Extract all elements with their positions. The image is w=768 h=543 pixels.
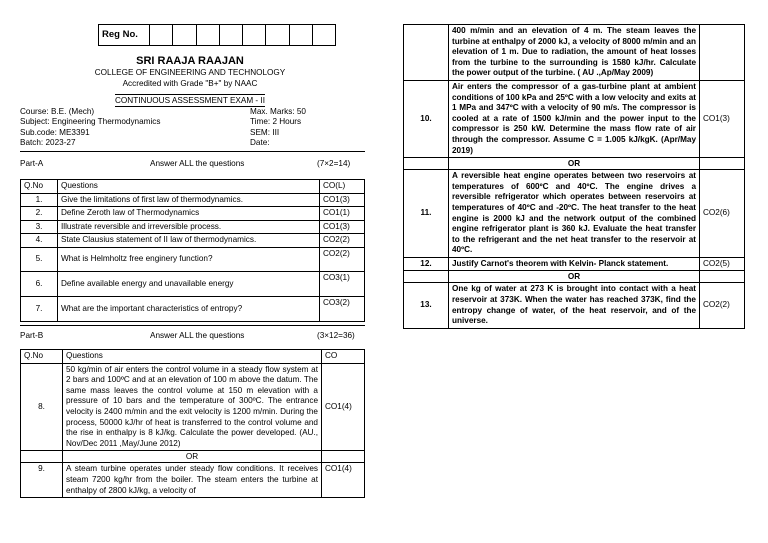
q-number: 12. (404, 257, 449, 271)
reg-no-cell (289, 25, 312, 46)
co-level: CO2(2) (320, 234, 365, 248)
part-a-instruction: Answer ALL the questions (150, 159, 245, 168)
subject: Subject: Engineering Thermodynamics (20, 117, 161, 127)
max-marks: Max. Marks: 50 (250, 107, 306, 116)
table-row (21, 296, 365, 321)
exam-title-text: CONTINUOUS ASSESSMENT EXAM - II (115, 96, 265, 105)
table-row (404, 25, 745, 81)
reg-no-box (98, 24, 336, 46)
accreditation: Accredited with Grade "B+" by NAAC (122, 79, 258, 88)
semester: SEM: III (250, 127, 280, 137)
table-row (21, 271, 365, 296)
part-b-marks: (3×12=36) (317, 331, 355, 340)
co-level: CO2(2) (320, 247, 365, 271)
question-text: A steam turbine operates under steady flow conditions. It receives steam 7200 kg/hr from the boiler. The steam enters the turbine at enthalpy of 2800 kJ/kg, a velocity of (63, 463, 322, 498)
q-number: 7. (21, 296, 58, 321)
table-row (404, 170, 745, 258)
part-a-marks: (7×2=14) (317, 159, 351, 168)
table-row (21, 220, 365, 234)
header-co: CO(L) (320, 180, 365, 194)
or-cell-empty (21, 451, 63, 463)
co-level: CO1(3) (320, 193, 365, 207)
question-text: What is Helmholtz free enginery function? (58, 247, 320, 271)
date: Date: (250, 138, 270, 148)
q-number: 4. (21, 234, 58, 248)
question-text: A reversible heat engine operates between two reservoirs at temperatures of 600ºC and 40ºC. The engine drives a reversible refrigerator which operates between reservoirs at temperatures of 40ºC and -20ºC. The heat transfer to the heat engine is 2000 kJ and the network output of the combined engine refrigerator plant is 360 kJ. Evaluate the heat transfer to the refrigerant and the net heat transfer to the reservoir at 40ºC. (449, 170, 700, 258)
question-text: Illustrate reversible and irreversible process. (58, 220, 320, 234)
q-number: 9. (21, 463, 63, 498)
q-number: 10. (404, 80, 449, 157)
or-row (404, 158, 745, 170)
question-text: 400 m/min and an elevation of 4 m. The steam leaves the turbine at enthalpy of 2000 kJ, a velocity of 8000 m/min and an elevation of 1 m. Due to radiation, the amount of heat losses from the turbine to the surrounding is 1580 kJ/hr. Calculate the power output of the turbine. ( AU .,Ap/May 2009) (449, 25, 700, 81)
part-b-instruction: Answer ALL the questions (150, 331, 245, 340)
question-text: 50 kg/min of air enters the control volume in a steady flow system at 2 bars and 100ºC and at an elevation of 100 m above the datum. The same mass leaves the control volume at 150 m elevation with a pressure of 10 bars and the temperature of 300ºC. The entrance velocity is 2400 m/min and the exit velocity is 1200 m/min. During the process, 50000 kJ/hr of heat is transferred to the control volume and the rise in enthalpy is 8 kJ/kg. Calculate the power developed. (AU., Nov/Dec 2011 ,May/June 2012) (63, 363, 322, 451)
divider (20, 325, 365, 326)
batch: Batch: 2023-27 (20, 138, 76, 148)
co-level: CO3(2) (320, 296, 365, 321)
co-level: CO1(4) (322, 363, 365, 451)
or-label: OR (449, 271, 700, 283)
question-text: Justify Carnot's theorem with Kelvin- Planck statement. (449, 257, 700, 271)
q-number: 8. (21, 363, 63, 451)
question-text: Give the limitations of first law of thermodynamics. (58, 193, 320, 207)
header-questions: Questions (58, 180, 320, 194)
sub-code: Sub.code: ME3391 (20, 127, 90, 137)
or-row (21, 451, 365, 463)
table-row (21, 234, 365, 248)
header-questions: Questions (63, 350, 322, 364)
q-number: 3. (21, 220, 58, 234)
or-label: OR (449, 158, 700, 170)
table-row (404, 80, 745, 157)
reg-no-cell (243, 25, 266, 46)
q-number: 2. (21, 207, 58, 221)
reg-no-cell (266, 25, 289, 46)
question-text: One kg of water at 273 K is brought into contact with a heat reservoir at 373K. When the water has reached 373K, find the entropy change of water, of the heat reservoir, and of the universe. (449, 283, 700, 328)
co-level: CO1(3) (320, 220, 365, 234)
co-level: CO1(4) (322, 463, 365, 498)
co-level: CO1(1) (320, 207, 365, 221)
reg-no-cell (219, 25, 242, 46)
table-row (404, 257, 745, 271)
reg-no-cell (173, 25, 196, 46)
or-cell-empty (700, 158, 745, 170)
part-b-table-continued (403, 24, 745, 329)
co-level: CO2(5) (700, 257, 745, 271)
time: Time: 2 Hours (250, 117, 302, 127)
question-text: State Clausius statement of II law of thermodynamics. (58, 234, 320, 248)
header-qno: Q.No (21, 350, 63, 364)
reg-no-label: Reg No. (99, 25, 150, 46)
college-subtitle: COLLEGE OF ENGINEERING AND TECHNOLOGY (94, 68, 286, 77)
or-cell-empty (404, 271, 449, 283)
table-row (21, 247, 365, 271)
co-level: CO2(6) (700, 170, 745, 258)
part-b-label: Part-B (20, 331, 44, 340)
co-level: CO1(3) (700, 80, 745, 157)
part-b-heading (20, 331, 365, 342)
or-cell-empty (404, 158, 449, 170)
reg-no-cell (150, 25, 173, 46)
question-text: Define Zeroth law of Thermodynamics (58, 207, 320, 221)
or-label: OR (63, 451, 322, 463)
college-name: SRI RAAJA RAAJAN (136, 55, 244, 67)
q-number: 5. (21, 247, 58, 271)
or-cell-empty (700, 271, 745, 283)
q-number: 1. (21, 193, 58, 207)
header-qno: Q.No (21, 180, 58, 194)
table-row (21, 363, 365, 451)
table-row (21, 193, 365, 207)
or-cell-empty (322, 451, 365, 463)
exam-info (20, 107, 360, 149)
part-a-heading (20, 159, 365, 170)
table-row (21, 207, 365, 221)
co-level: CO2(2) (700, 283, 745, 328)
table-row (404, 283, 745, 328)
header-co: CO (322, 350, 365, 364)
part-a-table (20, 179, 365, 322)
exam-title (20, 94, 360, 107)
q-number: 11. (404, 170, 449, 258)
part-b-table (20, 349, 365, 498)
co-empty (700, 25, 745, 81)
question-text: What are the important characteristics of entropy? (58, 296, 320, 321)
part-a-label: Part-A (20, 159, 44, 168)
q-number: 13. (404, 283, 449, 328)
divider (20, 151, 365, 152)
reg-no-cell (312, 25, 335, 46)
q-number: 6. (21, 271, 58, 296)
course: Course: B.E. (Mech) (20, 107, 95, 116)
q-number-empty (404, 25, 449, 81)
or-row (404, 271, 745, 283)
table-row (21, 463, 365, 498)
question-text: Air enters the compressor of a gas-turbine plant at ambient conditions of 100 kPa and 25ºC with a low velocity and exits at 1 MPa and 347ºC with a velocity of 90 m/s. The compressor is cooled at a rate of 1500 kJ/min and the power input to the compressor is 250 kW. Determine the mass flow rate of air through the compressor. Assume C = 1.005 kJ/kgK. (Apr/May 2019) (449, 80, 700, 157)
question-text: Define available energy and unavailable energy (58, 271, 320, 296)
reg-no-cell (196, 25, 219, 46)
co-level: CO3(1) (320, 271, 365, 296)
